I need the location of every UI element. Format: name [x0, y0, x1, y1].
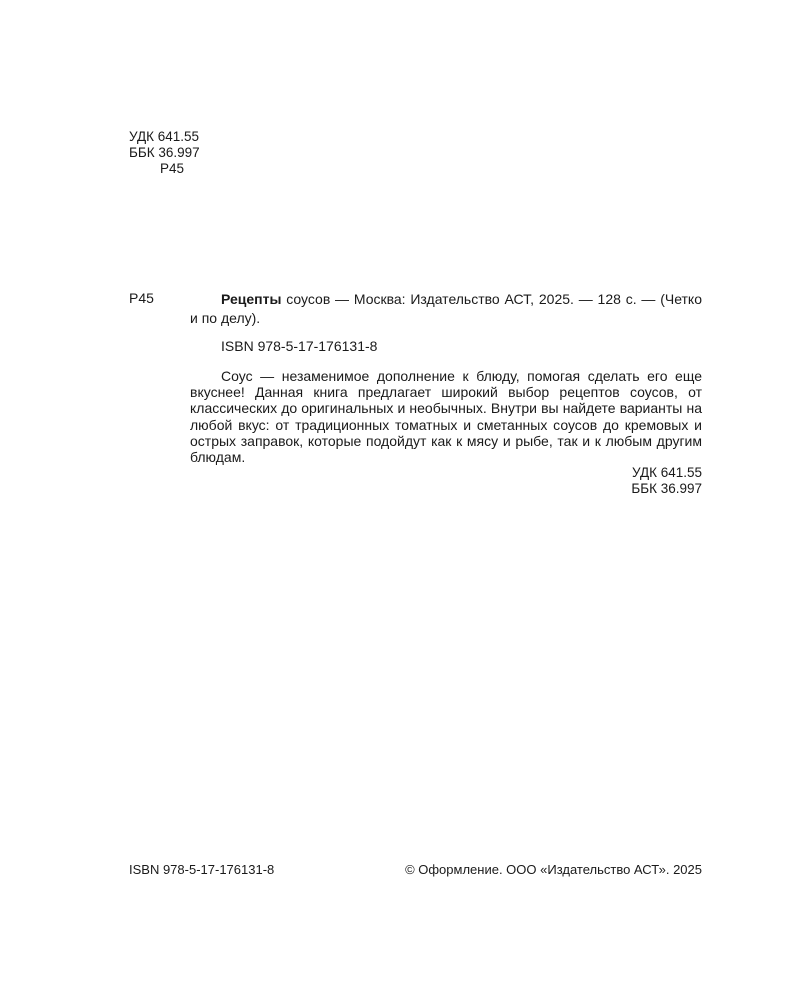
- title-bold: Рецепты: [221, 291, 282, 307]
- isbn: ISBN 978-5-17-176131-8: [221, 338, 378, 354]
- bottom-classification-codes: [560, 465, 702, 497]
- title-rest: соусов — Москва: Издательство АСТ, 2025. — 128 с. — (Четко и по делу).: [190, 291, 702, 326]
- top-classification-codes: [129, 129, 200, 177]
- footer-copyright: © Оформление. ООО «Издательство АСТ». 2025: [405, 862, 702, 877]
- bibliographic-title: [190, 290, 702, 328]
- bbk-code-bottom: ББК 36.997: [631, 481, 702, 496]
- udk-code-bottom: УДК 641.55: [631, 465, 702, 480]
- bbk-code: ББК 36.997: [129, 145, 200, 160]
- author-mark: Р45: [160, 161, 185, 176]
- annotation-paragraph: Соус — незаменимое дополнение к блюду, помогая сделать его еще вкуснее! Данная книга предлагает широкий выбор рецептов соусов, от классических до оригинальных и необычных. Внутри вы найдете варианты на любой вкус: от традиционных томатных и сметанных соусов до кремовых и острых заправок, которые подойдут как к мясу и рыбе, так и к любым другим блюдам.: [190, 368, 702, 466]
- entry-author-mark: Р45: [129, 290, 154, 306]
- udk-code: УДК 641.55: [129, 129, 200, 144]
- footer-isbn: ISBN 978-5-17-176131-8: [129, 862, 275, 877]
